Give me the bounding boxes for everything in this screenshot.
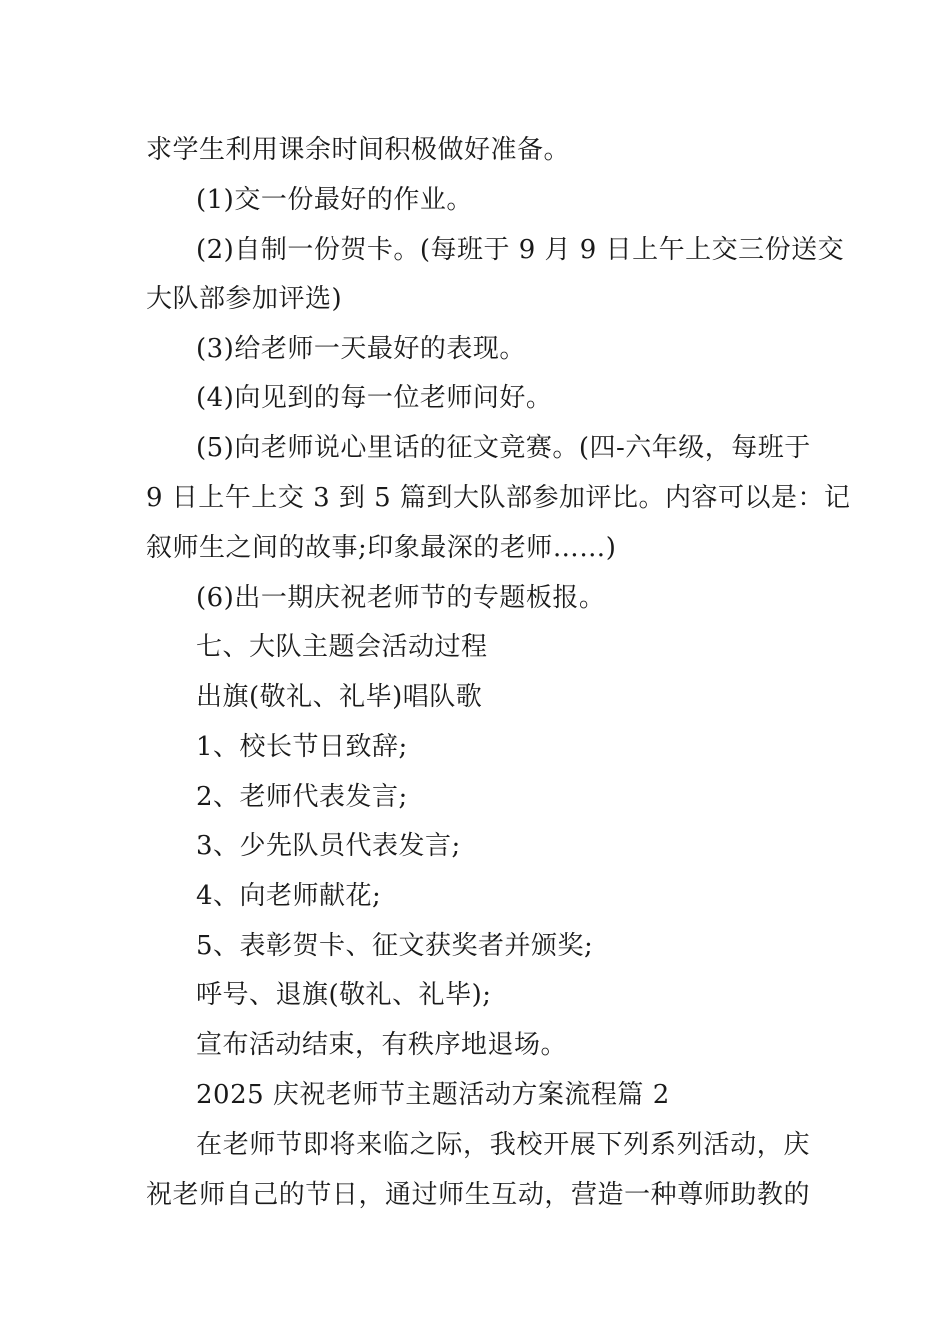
section-heading: 七、大队主题会活动过程 xyxy=(196,632,488,662)
paragraph-line: 宣布活动结束，有秩序地退场。 xyxy=(196,1030,568,1060)
list-item: (2)自制一份贺卡。(每班于 9 月 9 日上午上交三份送交 xyxy=(196,235,845,265)
list-item: 1、校长节日致辞; xyxy=(196,732,408,762)
paragraph-line: 出旗(敬礼、礼毕)唱队歌 xyxy=(196,682,483,712)
section-heading: 2025 庆祝老师节主题活动方案流程篇 2 xyxy=(196,1080,670,1110)
list-item: 4、向老师献花; xyxy=(196,881,382,911)
paragraph-line: 大队部参加评选) xyxy=(146,284,343,314)
paragraph-line: 祝老师自己的节日，通过师生互动，营造一种尊师助教的 xyxy=(146,1180,810,1210)
list-item: (4)向见到的每一位老师问好。 xyxy=(196,383,553,413)
paragraph-line: 叙师生之间的故事;印象最深的老师……) xyxy=(146,533,617,563)
paragraph-line: 9 日上午上交 3 到 5 篇到大队部参加评比。内容可以是：记 xyxy=(146,483,851,513)
list-item: (3)给老师一天最好的表现。 xyxy=(196,334,526,364)
paragraph-line: 求学生利用课余时间积极做好准备。 xyxy=(146,135,571,165)
paragraph-line: 在老师节即将来临之际，我校开展下列系列活动，庆 xyxy=(196,1130,810,1160)
list-item: (5)向老师说心里话的征文竞赛。(四-六年级，每班于 xyxy=(196,433,811,463)
list-item: 3、少先队员代表发言; xyxy=(196,831,461,861)
list-item: 5、表彰贺卡、征文获奖者并颁奖; xyxy=(196,931,594,961)
list-item: (6)出一期庆祝老师节的专题板报。 xyxy=(196,583,606,613)
paragraph-line: 呼号、退旗(敬礼、礼毕); xyxy=(196,980,492,1010)
list-item: 2、老师代表发言; xyxy=(196,782,408,812)
list-item: (1)交一份最好的作业。 xyxy=(196,185,473,215)
